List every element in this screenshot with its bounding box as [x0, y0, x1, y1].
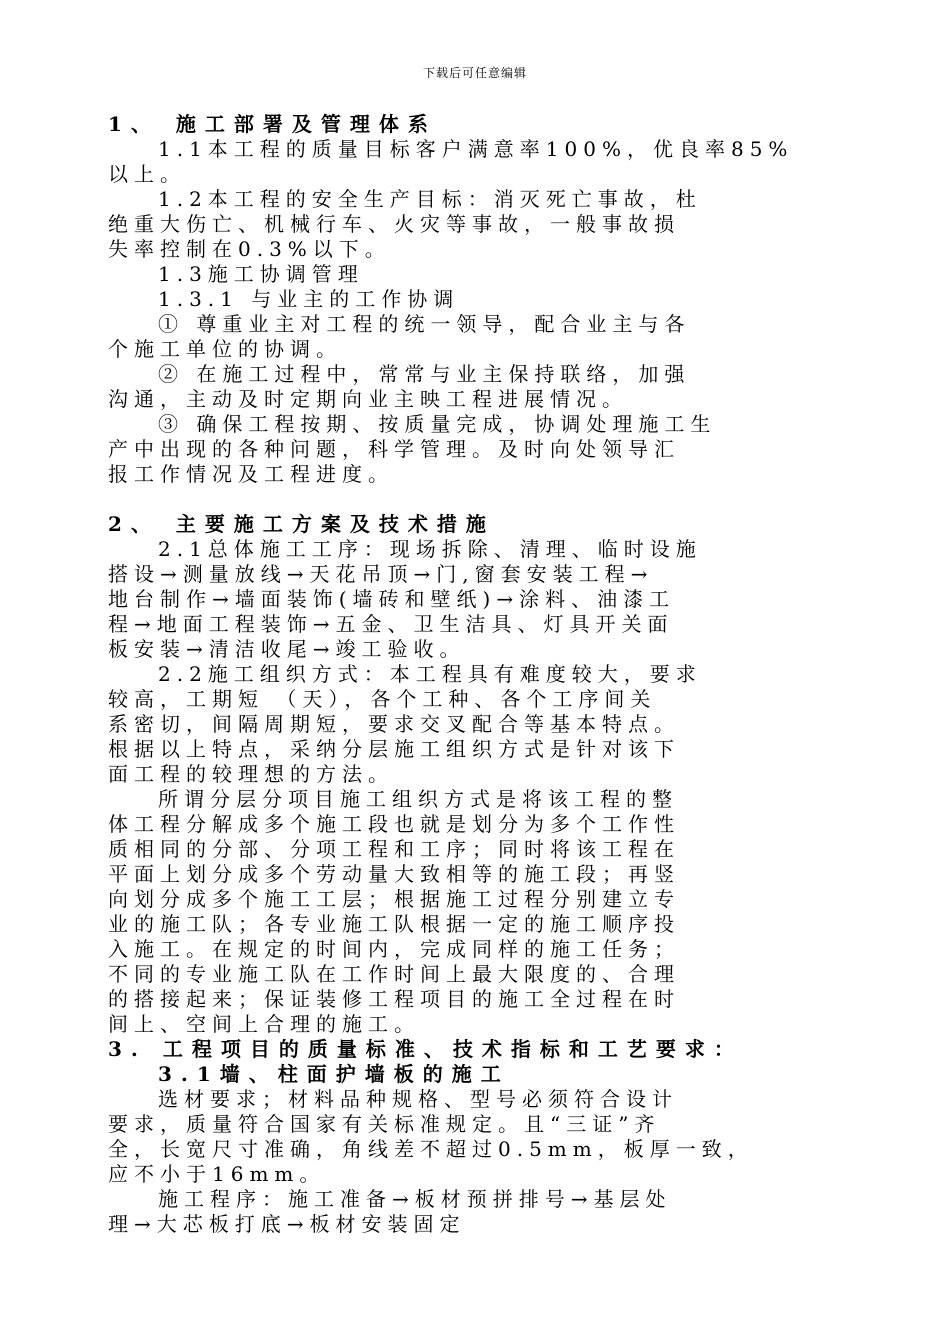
text-line: 1.1本工程的质量目标客户满意率100%，优良率85%	[158, 137, 794, 161]
text-line: 平面上划分成多个劳动量大致相等的施工段；再竖	[108, 862, 680, 886]
text-line: 2.1总体施工工序：现场拆除、清理、临时设施	[158, 537, 702, 561]
text-line: 板安装→清洁收尾→竣工验收。	[108, 637, 466, 661]
text-line: 1.3.1 与业主的工作协调	[158, 287, 460, 311]
paragraph-gap	[108, 487, 848, 512]
text-line: 理→大芯板打底→板材安装固定	[108, 1212, 466, 1236]
text-line: 系密切，间隔周期短，要求交叉配合等基本特点。	[108, 712, 680, 736]
section-heading: 1、 施工部署及管理体系	[108, 112, 437, 136]
text-line: 产中出现的各种问题，科学管理。及时向处领导汇	[108, 437, 680, 461]
text-line: 选材要求；材料品种规格、型号必须符合设计	[158, 1087, 678, 1111]
text-line: 业的施工队；各专业施工队根据一定的施工顺序投	[108, 912, 680, 936]
text-line: 沟通，主动及时定期向业主映工程进展情况。	[108, 387, 628, 411]
text-line: 面工程的较理想的方法。	[108, 762, 394, 786]
text-line: 入施工。在规定的时间内，完成同样的施工任务；	[108, 937, 680, 961]
text-line: 施工程序：施工准备→板材预拼排号→基层处	[158, 1187, 672, 1211]
text-line: ① 尊重业主对工程的统一领导，配合业主与各	[158, 312, 691, 336]
text-line: 1.2本工程的安全生产目标：消灭死亡事故，杜	[158, 187, 702, 211]
text-line: 根据以上特点，采纳分层施工组织方式是针对该下	[108, 737, 680, 761]
text-line: 地台制作→墙面装饰(墙砖和壁纸)→涂料、油漆工	[108, 587, 676, 611]
section-heading: 3.1墙、柱面护墙板的施工	[158, 1062, 510, 1086]
text-line: 向划分成多个施工工层；根据施工过程分别建立专	[108, 887, 680, 911]
text-line: 要求，质量符合国家有关标准规定。且“三证”齐	[108, 1112, 661, 1136]
text-line: 个施工单位的协调。	[108, 337, 342, 361]
text-line: 以上。	[108, 162, 186, 186]
text-line: 全，长宽尺寸准确，角线差不超过0.5mm，板厚一致，	[108, 1137, 754, 1161]
text-line: 质相同的分部、分项工程和工序；同时将该工程在	[108, 837, 680, 861]
text-line: 间上、空间上合理的施工。	[108, 1012, 420, 1036]
section-heading: 3. 工程项目的质量标准、技术指标和工艺要求：	[108, 1037, 743, 1061]
text-line: 失率控制在0.3%以下。	[108, 237, 391, 261]
text-line: 绝重大伤亡、机械行车、火灾等事故，一般事故损	[108, 212, 680, 236]
text-line: 不同的专业施工队在工作时间上最大限度的、合理	[108, 962, 680, 986]
text-line: 的搭接起来；保证装修工程项目的施工全过程在时	[108, 987, 680, 1011]
text-line: 2.2施工组织方式：本工程具有难度较大，要求	[158, 662, 702, 686]
text-line: 报工作情况及工程进度。	[108, 462, 394, 486]
text-line: ③ 确保工程按期、按质量完成，协调处理施工生	[158, 412, 717, 436]
text-line: 体工程分解成多个施工段也就是划分为多个工作性	[108, 812, 680, 836]
text-line: 较高，工期短 （天），各个工种、各个工序间关	[108, 687, 657, 711]
text-line: 应不小于16mm。	[108, 1162, 326, 1186]
text-line: 搭设→测量放线→天花吊顶→门,窗套安装工程→	[108, 562, 654, 586]
text-line: ② 在施工过程中，常常与业主保持联络，加强	[158, 362, 691, 386]
page-header-note: 下载后可任意编辑	[422, 66, 527, 80]
text-line: 1.3施工协调管理	[158, 262, 364, 286]
document-body	[108, 112, 848, 1237]
section-heading: 2、 主要施工方案及技术措施	[108, 512, 495, 536]
text-line: 程→地面工程装饰→五金、卫生洁具、灯具开关面	[108, 612, 674, 636]
text-line: 所谓分层分项目施工组织方式是将该工程的整	[158, 787, 678, 811]
